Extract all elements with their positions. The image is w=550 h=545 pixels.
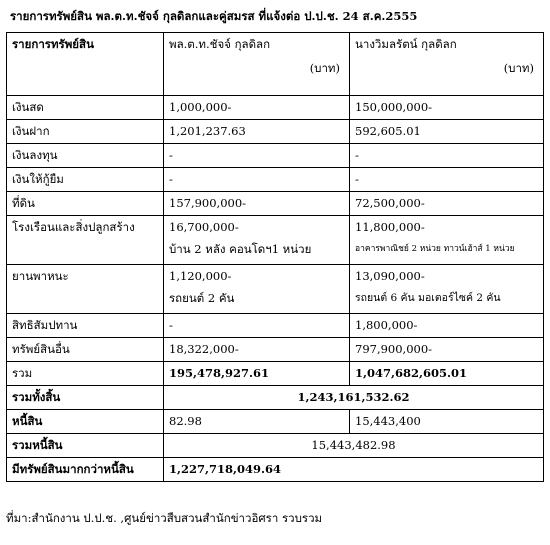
header-husband-name: พล.ต.ท.ชัจจ์ กุลดิลก: [169, 37, 271, 51]
table-row-rights: [7, 314, 544, 338]
husband-value: 157,900,000-: [164, 192, 350, 216]
row-label: รวมทั้งสิ้น: [7, 386, 164, 410]
row-label: เงินฝาก: [7, 120, 164, 144]
row-label: รวมหนี้สิน: [7, 434, 164, 458]
wife-note: อาคารพาณิชย์ 2 หน่วย ทาวน์เฮ้าส์ 1 หน่วย: [355, 244, 515, 254]
husband-value: -: [164, 168, 350, 192]
husband-value: 1,000,000-: [164, 96, 350, 120]
table-header-row: [7, 33, 544, 96]
husband-value: 1,201,237.63: [164, 120, 350, 144]
table-row-liabilities: [7, 410, 544, 434]
wife-value: -: [350, 168, 544, 192]
row-label: มีทรัพย์สินมากกว่าหนี้สิน: [7, 458, 164, 482]
asset-table: [6, 32, 544, 482]
wife-value: 797,900,000-: [350, 338, 544, 362]
header-item-column: รายการทรัพย์สิน: [7, 33, 164, 96]
table-row-buildings: [7, 216, 544, 265]
wife-note: รถยนต์ 6 คัน มอเตอร์ไซค์ 2 คัน: [355, 292, 501, 304]
husband-value: [164, 265, 350, 314]
header-husband-column: [164, 33, 350, 96]
row-label: ที่ดิน: [7, 192, 164, 216]
table-row-total-liabilities: [7, 434, 544, 458]
row-label: รวม: [7, 362, 164, 386]
wife-amount: 13,090,000-: [355, 269, 425, 283]
grand-total-value: 1,243,161,532.62: [164, 386, 544, 410]
table-row-loan: [7, 168, 544, 192]
wife-value: -: [350, 144, 544, 168]
header-husband-unit: (บาท): [309, 61, 340, 75]
row-label: เงินสด: [7, 96, 164, 120]
husband-value: [164, 216, 350, 265]
table-row-net-assets: [7, 458, 544, 482]
wife-value: 72,500,000-: [350, 192, 544, 216]
wife-value: 1,800,000-: [350, 314, 544, 338]
page-title: รายการทรัพย์สิน พล.ต.ท.ชัจจ์ กุลดิลกและคู่สมรส ที่แจ้งต่อ ป.ป.ช. 24 ส.ค.2555: [10, 9, 418, 23]
husband-amount: 1,120,000-: [169, 269, 232, 283]
header-wife-name: นางวิมลรัตน์ กุลดิลก: [355, 37, 457, 51]
total-liabilities-value: 15,443,482.98: [164, 434, 544, 458]
table-row-cash: [7, 96, 544, 120]
header-wife-unit: (บาท): [503, 61, 534, 75]
wife-value: [350, 216, 544, 265]
row-label: โรงเรือนและสิ่งปลูกสร้าง: [7, 216, 164, 265]
row-label: เงินให้กู้ยืม: [7, 168, 164, 192]
husband-value: 18,322,000-: [164, 338, 350, 362]
wife-value: 15,443,400: [350, 410, 544, 434]
table-row-other: [7, 338, 544, 362]
wife-value: 592,605.01: [350, 120, 544, 144]
husband-value: 195,478,927.61: [164, 362, 350, 386]
wife-amount: 11,800,000-: [355, 220, 425, 234]
row-label: สิทธิสัมปทาน: [7, 314, 164, 338]
husband-value: 82.98: [164, 410, 350, 434]
table-row-sum: [7, 362, 544, 386]
wife-value: 150,000,000-: [350, 96, 544, 120]
row-label: เงินลงทุน: [7, 144, 164, 168]
net-assets-value: 1,227,718,049.64: [164, 458, 544, 482]
husband-amount: 16,700,000-: [169, 220, 239, 234]
table-row-vehicles: [7, 265, 544, 314]
row-label: ยานพาหนะ: [7, 265, 164, 314]
husband-value: -: [164, 314, 350, 338]
table-row-deposit: [7, 120, 544, 144]
row-label: ทรัพย์สินอื่น: [7, 338, 164, 362]
husband-note: บ้าน 2 หลัง คอนโดฯ1 หน่วย: [169, 242, 312, 256]
wife-value: [350, 265, 544, 314]
wife-value: 1,047,682,605.01: [350, 362, 544, 386]
table-row-investment: [7, 144, 544, 168]
table-row-land: [7, 192, 544, 216]
header-wife-column: [350, 33, 544, 96]
row-label: หนี้สิน: [7, 410, 164, 434]
husband-value: -: [164, 144, 350, 168]
table-row-grand-total: [7, 386, 544, 410]
source-footnote: ที่มา:สำนักงาน ป.ป.ช. ,ศูนย์ข่าวสืบสวนสำนักข่าวอิศรา รวบรวม: [6, 511, 323, 525]
husband-note: รถยนต์ 2 คัน: [169, 291, 235, 305]
